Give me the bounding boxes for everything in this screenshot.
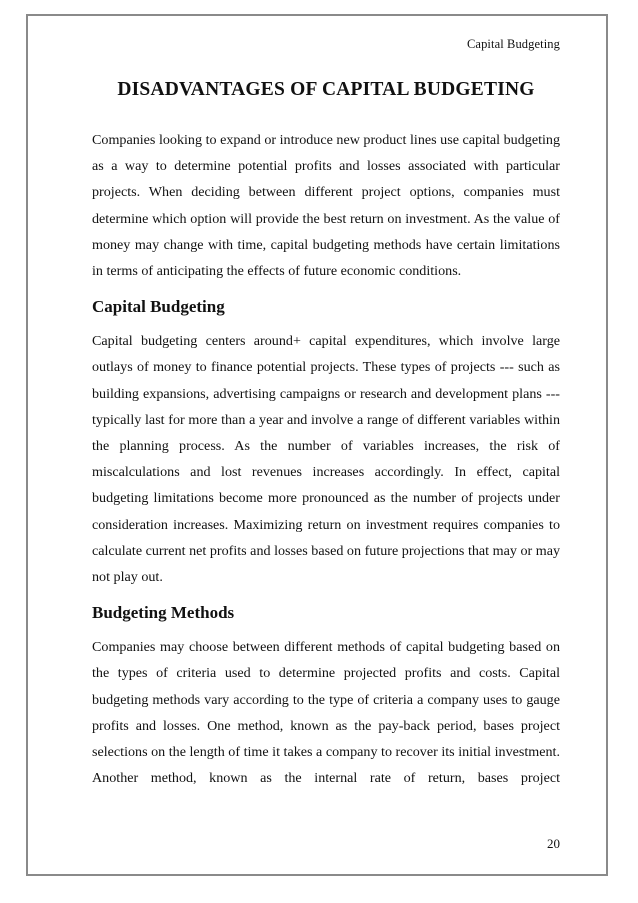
running-header: Capital Budgeting xyxy=(466,37,560,51)
page-title: DISADVANTAGES OF CAPITAL BUDGETING xyxy=(117,79,535,100)
page-number: 20 xyxy=(547,836,560,851)
section-heading-budgeting-methods: Budgeting Methods xyxy=(92,603,235,623)
section-paragraph-capital-budgeting: Capital budgeting centers around+ capital expenditures, which involve large outlays of money to finance potential projects. These types of projects --- such as building expansions, advertising campaigns or research and development plans --- typically last for more than a year and involve a range of different variables within the planning process. As the number of variables increases, the risk of miscalculations and lost revenues increases accordingly. In effect, capital budgeting limitations become more pronounced as the number of projects under consideration increases. Maximizing return on investment requires companies to calculate current net profits and losses based on future projections that may or may not play out. xyxy=(92,333,560,586)
intro-paragraph: Companies looking to expand or introduce new product lines use capital budgeting as a way to determine potential profits and losses associated with particular projects. When deciding between different project options, companies must determine which option will provide the best return on investment. As the value of money may change with time, capital budgeting methods have certain limitations in terms of anticipating the effects of future economic conditions. xyxy=(92,132,560,280)
page-content xyxy=(92,73,560,791)
section-heading-capital-budgeting: Capital Budgeting xyxy=(92,297,225,317)
section-paragraph-budgeting-methods: Companies may choose between different methods of capital budgeting based on the types of criteria used to determine projected profits and costs. Capital budgeting methods vary according to the type of criteria a company uses to gauge profits and losses. One method, known as the pay-back period, bases project selections on the length of time it takes a company to recover its initial investment. Another method, known as the internal rate of return, bases project xyxy=(92,639,560,787)
